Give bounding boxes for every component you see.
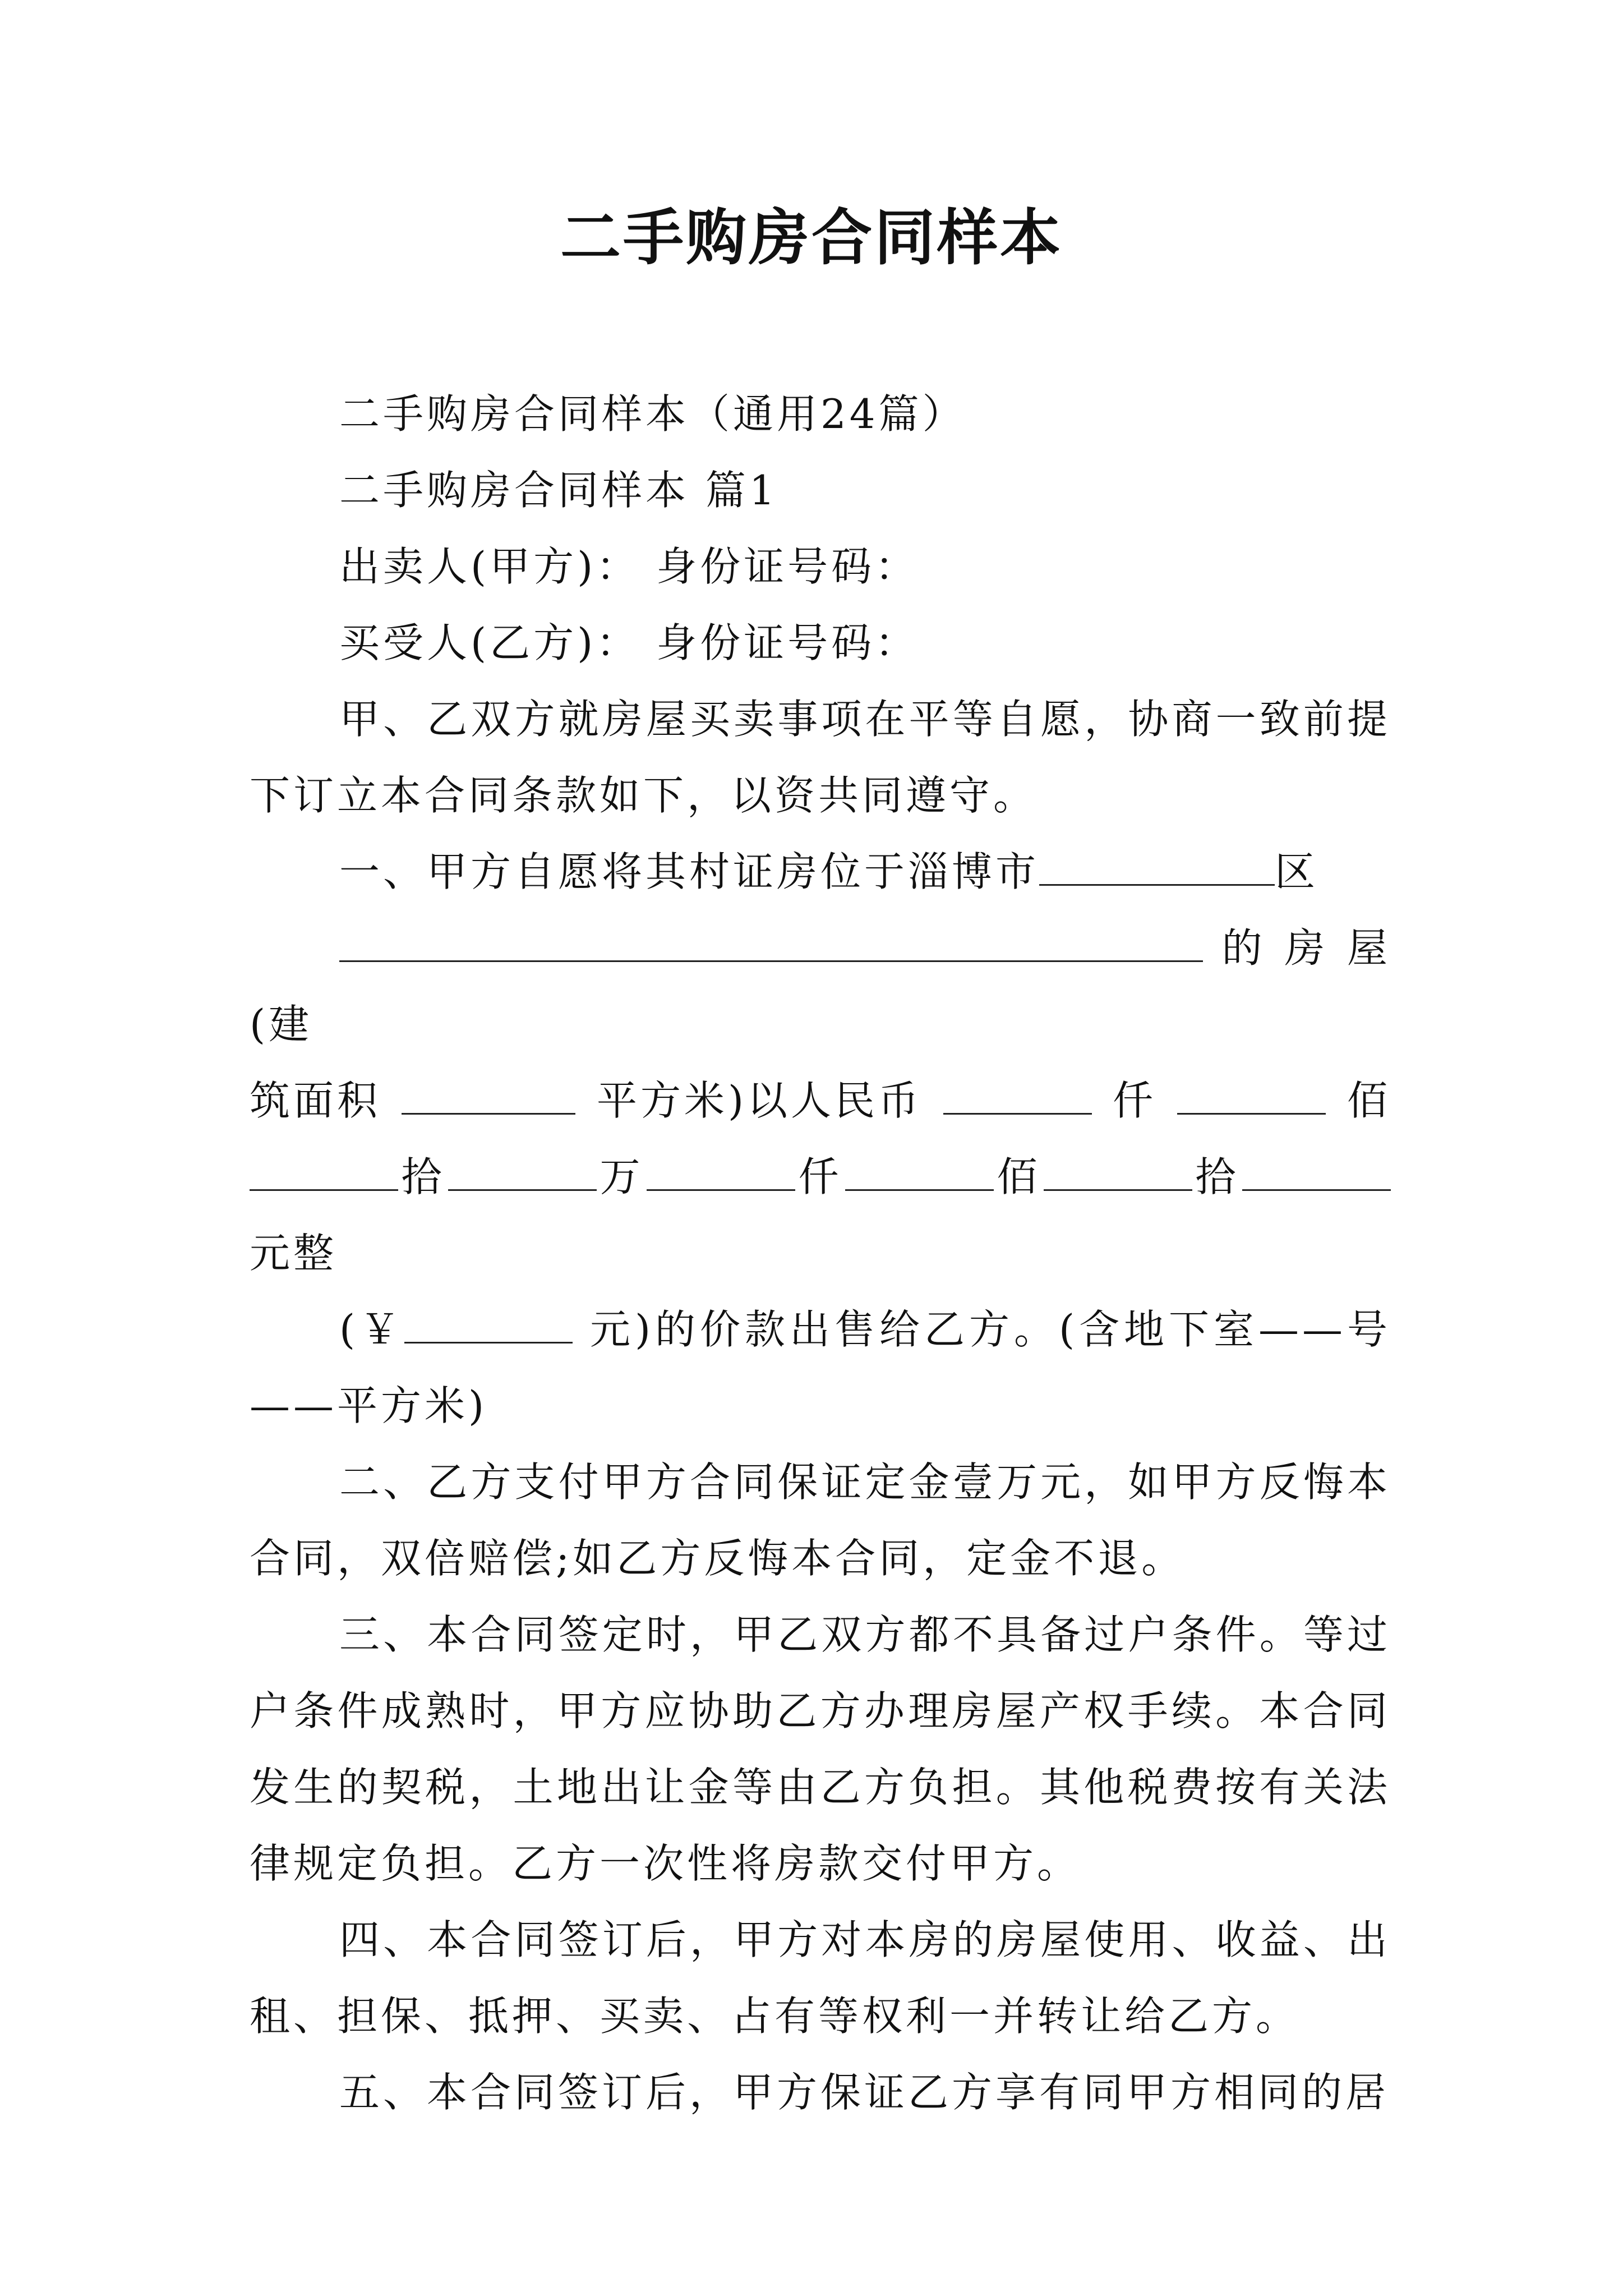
clause-4: 四、本合同签订后，甲方对本房的房屋使用、收益、出租、担保、抵押、买卖、占有等权利一并转让给乙方。 — [250, 1916, 1391, 2040]
unit-bai: 佰 — [1347, 1077, 1391, 1124]
section-heading: 二手购房合同样本 篇1 — [339, 467, 778, 514]
wan-blank — [448, 1151, 597, 1191]
document-title: 二手购房合同样本 — [560, 203, 1063, 273]
unit-shi: 拾 — [401, 1153, 445, 1200]
clause-1-price-line — [250, 1291, 1391, 1444]
qian-blank — [647, 1151, 795, 1191]
clause-1-text-b: 区 — [1275, 848, 1319, 895]
unit-wan: 万 — [600, 1153, 644, 1200]
bai-blank — [845, 1151, 994, 1191]
unit-qian: 仟 — [1112, 1077, 1156, 1124]
shiwan-blank — [250, 1151, 398, 1191]
shi-blank — [1044, 1151, 1192, 1191]
seller-line: 出卖人(甲方)： 身份证号码： — [339, 543, 919, 590]
clause-3: 三、本合同签定时，甲乙双方都不具备过户条件。等过户条件成熟时，甲方应协助乙方办理房屋产权手续。本合同发生的契税，土地出让金等由乙方负担。其他税费按有关法律规定负担。乙方一次性将房款交付甲方。 — [250, 1611, 1391, 1887]
clause-1-text-a: 一、甲方自愿将其村证房位于淄博市 — [339, 848, 1040, 895]
unit-bai-2: 佰 — [997, 1153, 1041, 1200]
qianwan-blank — [943, 1075, 1092, 1115]
price-label: 平方米)以人民币 — [596, 1077, 923, 1124]
clause-2: 二、乙方支付甲方合同保证定金壹万元，如甲方反悔本合同，双倍赔偿;如乙方反悔本合同，定金不退。 — [250, 1458, 1391, 1582]
unit-qian-2: 仟 — [798, 1153, 842, 1200]
clause-1-line-4 — [250, 1139, 1391, 1215]
intro-paragraph: 甲、乙双方就房屋买卖事项在平等自愿，协商一致前提下订立本合同条款如下，以资共同遵守。 — [250, 696, 1391, 819]
area-blank — [402, 1075, 575, 1115]
address-blank — [339, 922, 1203, 962]
clause-1-line-5: 元整 — [250, 1230, 338, 1277]
subtitle-line: 二手购房合同样本（通用24篇） — [339, 390, 966, 438]
yen-label: (￥ — [339, 1306, 405, 1353]
yen-amount-blank — [404, 1304, 573, 1343]
yuan-blank — [1242, 1151, 1391, 1191]
clause-1-text-c: 的房屋(建 — [250, 924, 1391, 1048]
district-blank — [1039, 846, 1275, 886]
area-label: 筑面积 — [250, 1077, 381, 1124]
clause-1-line-2 — [250, 910, 1391, 1062]
clause-1-line-1 — [250, 834, 1391, 910]
unit-shi-2: 拾 — [1195, 1153, 1239, 1200]
baiwan-blank — [1177, 1075, 1326, 1115]
document-body — [250, 376, 1391, 2131]
clause-5: 五、本合同签订后，甲方保证乙方享有同甲方相同的居 — [339, 2069, 1390, 2116]
buyer-line: 买受人(乙方)： 身份证号码： — [339, 619, 919, 666]
price-tail: 元)的价款出售给乙方。(含地下室——号——平方米) — [250, 1306, 1391, 1429]
clause-1-line-3 — [250, 1062, 1391, 1139]
